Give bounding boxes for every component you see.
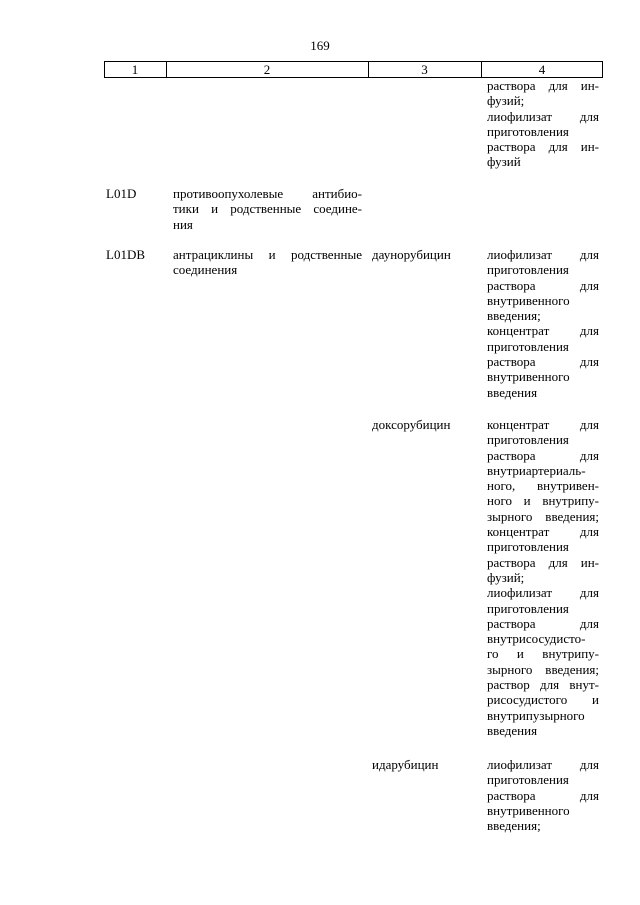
- dosage-forms-cell: лиофилизат для приготовления раствора для внутривенного введения;: [487, 757, 599, 834]
- header-col-4: 4: [538, 62, 546, 77]
- drug-name-cell: даунорубицин: [372, 247, 451, 262]
- column-divider: [602, 62, 603, 77]
- table-header: [104, 61, 603, 78]
- atc-group-cell: антрациклины и родственные соединения: [173, 247, 362, 278]
- atc-group-cell: противоопухолевые антибио- тики и родственные соедине- ния: [173, 186, 362, 232]
- dosage-forms-cell: концентрат для приготовления раствора для внутриартериаль- ного, внутривен- ного и внутрипу- зырного введения; концентрат для приготовления раствора для ин- фузий; лиофилизат для приготовления раствора для внутрисосудисто- го и внутрипу- зырного введения; раствор для внут- рисосудистого и внутрипузырного введения: [487, 417, 599, 738]
- dosage-forms-cell: раствора для ин- фузий; лиофилизат для приготовления раствора для ин- фузий: [487, 78, 599, 170]
- page-number: 169: [310, 38, 330, 53]
- atc-code-cell: L01D: [106, 186, 137, 201]
- dosage-forms-cell: лиофилизат для приготовления раствора для внутривенного введения; концентрат для приготовления раствора для внутривенного введения: [487, 247, 599, 400]
- header-col-3: 3: [421, 62, 428, 77]
- drug-name-cell: идарубицин: [372, 757, 439, 772]
- atc-code-cell: L01DB: [106, 247, 145, 262]
- header-col-2: 2: [263, 62, 271, 77]
- drug-name-cell: доксорубицин: [372, 417, 451, 432]
- header-col-1: 1: [131, 62, 139, 77]
